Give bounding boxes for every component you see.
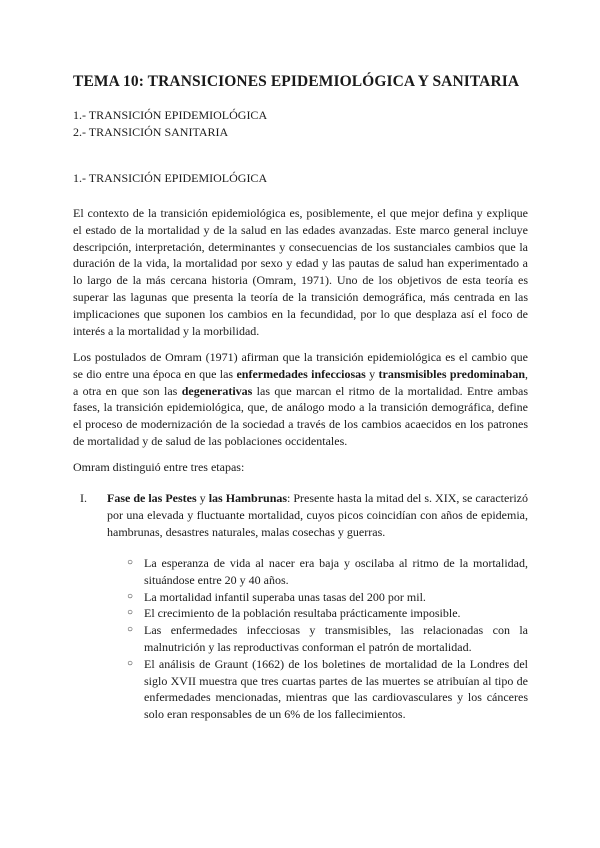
paragraph-3: Omram distinguió entre tres etapas: <box>73 460 245 474</box>
bullet-circle-icon: ○ <box>127 557 134 568</box>
bullet-item <box>127 622 528 656</box>
bullet-text: Las enfermedades infecciosas y transmisibles, las relacionadas con la malnutrición y las reproductivas conforman el patrón de mortalidad. <box>144 623 528 654</box>
bold-term-degenerativas: degenerativas <box>181 383 253 398</box>
paragraph-2 <box>73 349 528 450</box>
bold-term-transmisibles: transmisibles predominaban <box>378 366 525 381</box>
paragraph-1: El contexto de la transición epidemiológica es, posiblemente, el que mejor defina y explique el estado de la mortalidad y de la salud en las edades avanzadas. Este marco general incluye descripción, interpretación, determinantes y consecuencias de los sustanciales cambios que la duración de la vida, la mortalidad por sexo y edad y las pautas de salud han experimentado a lo largo de la más cercana historia (Omram, 1971). Uno de los objetivos de esta teoría es superar las lagunas que presenta la teoría de la transición demográfica, más centrada en las implicaciones que suponen los cambios en la fecundidad, por lo que desplaza así el foco de interés a la mortalidad y la morbilidad. <box>73 206 528 338</box>
document-title: TEMA 10: TRANSICIONES EPIDEMIOLÓGICA Y SANITARIA <box>73 73 520 90</box>
bullet-text: El crecimiento de la población resultaba prácticamente imposible. <box>144 606 461 621</box>
bullet-circle-icon: ○ <box>127 624 134 636</box>
bullet-item <box>127 656 528 723</box>
bullet-item <box>127 555 528 589</box>
stage-1-description: : Presente hasta la mitad del s. XIX, se caracterizó por una elevada y fluctuante mortalidad, cuyos picos coincidían con años de epidemia, hambrunas, desastres naturales, malas cosechas y guerras. <box>107 491 528 539</box>
table-of-contents <box>73 107 267 141</box>
bullet-text: La mortalidad infantil superaba unas tasas del 200 por mil. <box>144 589 426 604</box>
bullet-circle-icon: ○ <box>127 607 134 619</box>
bullet-text: El análisis de Graunt (1662) de los boletines de mortalidad de la Londres del siglo XVII muestra que tres cuartas partes de las muertes se atribuían al tipo de enfermedades mencionadas, mientras que las cardiovasculares y los cánceres solo eran responsables de un 6% de los fallecimientos. <box>144 656 528 722</box>
bullet-text: La esperanza de vida al nacer era baja y oscilaba al ritmo de la mortalidad, situándose entre 20 y 40 años. <box>144 556 528 587</box>
toc-item-2: 2.- TRANSICIÓN SANITARIA <box>73 125 229 139</box>
stage-1-text <box>107 490 528 540</box>
stage-1-title-part1: Fase de las Pestes <box>107 491 197 505</box>
section-heading: 1.- TRANSICIÓN EPIDEMIOLÓGICA <box>73 171 268 185</box>
bullet-item <box>127 589 528 606</box>
paragraph-2-text-3: , a otra en que son las <box>73 366 528 398</box>
bullet-circle-icon: ○ <box>127 657 134 669</box>
stage-1-title-part2: las Hambrunas <box>208 491 288 505</box>
paragraph-2-text-2: y <box>365 366 379 381</box>
stage-1-bullet-list <box>127 555 528 723</box>
bullet-item <box>127 605 528 622</box>
stage-1-numeral: I. <box>80 491 87 505</box>
toc-item-1: 1.- TRANSICIÓN EPIDEMIOLÓGICA <box>73 108 268 122</box>
bold-term-infecciosas: enfermedades infecciosas <box>236 366 366 381</box>
stage-1 <box>80 490 528 540</box>
paragraph-2-text-4: las que marcan el ritmo de la mortalidad. Entre ambas fases, la transición epidemiológica, que, de análogo modo a la transición demográfica, define el proceso de modernización de la sociedad a través de los cambios acaecidos en los patrones de mortalidad y de salud de las poblaciones occidentales. <box>73 383 528 448</box>
bullet-circle-icon: ○ <box>127 590 134 602</box>
stage-1-title-joiner: y <box>196 491 209 505</box>
paragraph-2-text-1: Los postulados de Omram (1971) afirman que la transición epidemiológica es el cambio que se dio entre una época en que las <box>73 350 528 381</box>
